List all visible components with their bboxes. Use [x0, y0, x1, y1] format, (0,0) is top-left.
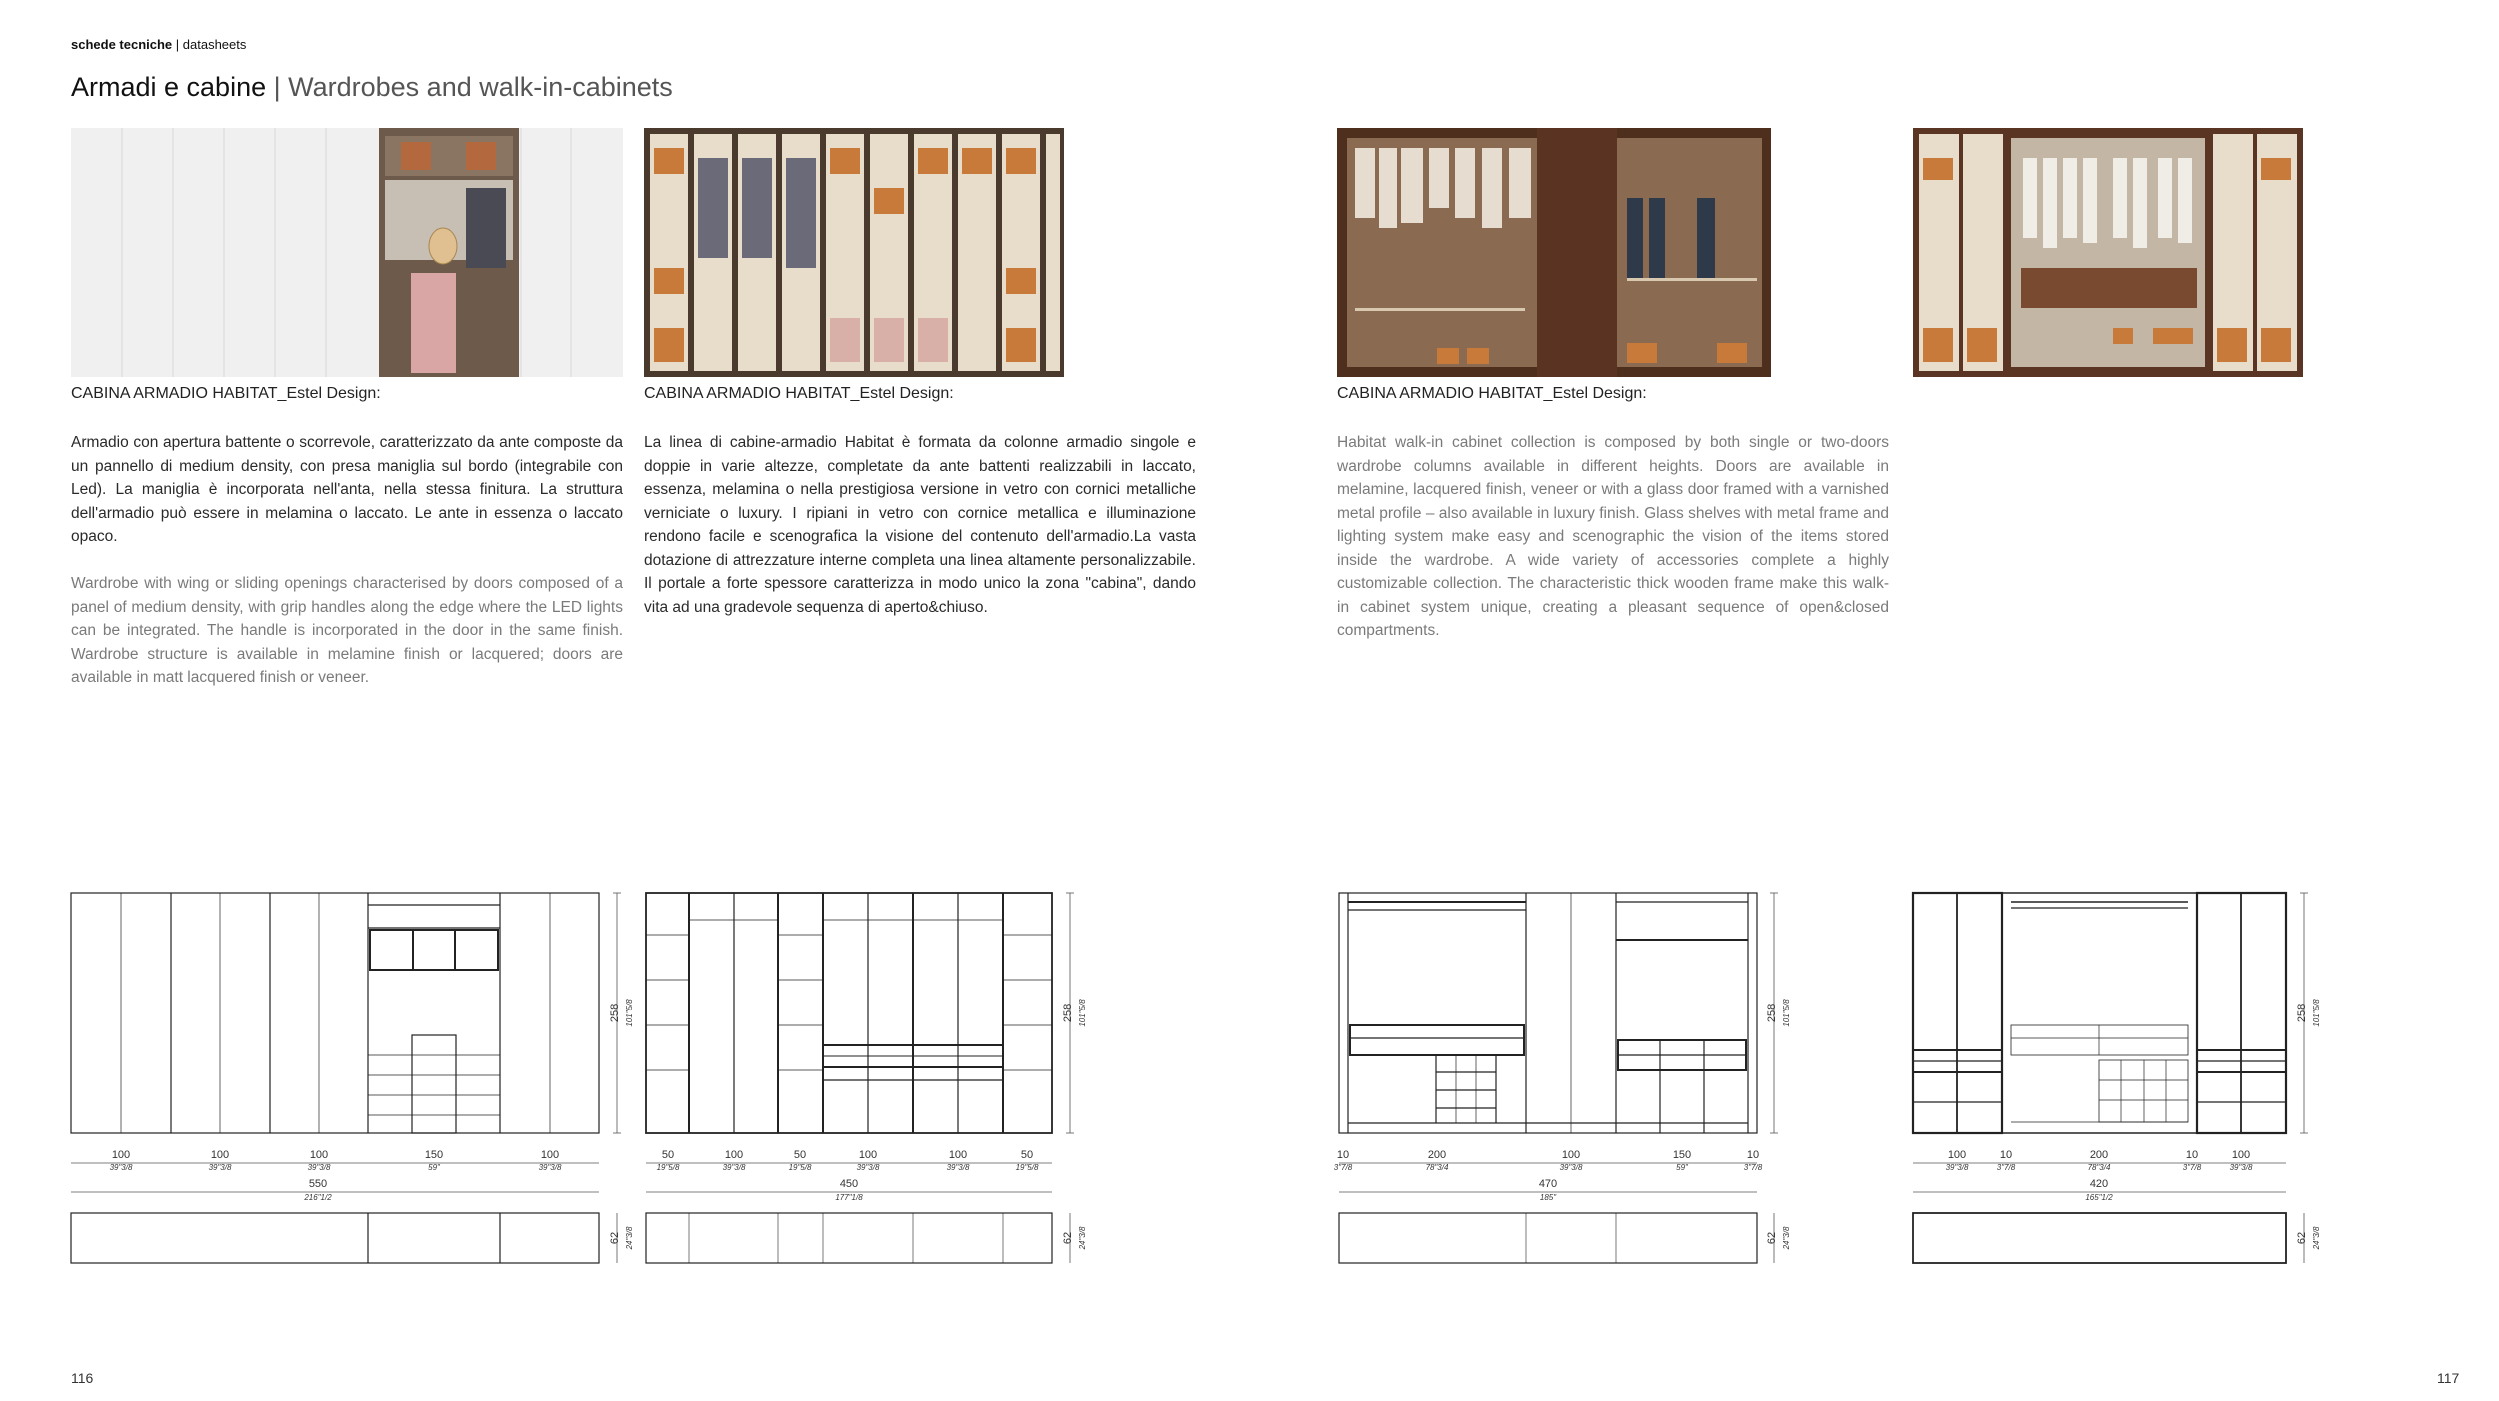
dim-3-height: 258	[1766, 1003, 1778, 1023]
dim-3-depth-in: 24"3/8	[1782, 1226, 1791, 1250]
dim-1-5-in: 39"3/8	[538, 1163, 562, 1172]
dim-1-depth: 62	[609, 1231, 621, 1245]
dim-3-4: 150	[1672, 1149, 1692, 1161]
dim-3-5: 10	[1746, 1149, 1760, 1161]
dim-3-2-in: 78"3/4	[1425, 1163, 1449, 1172]
dim-4-2-in: 3"7/8	[1996, 1163, 2016, 1172]
dim-2-depth: 62	[1062, 1231, 1074, 1245]
dim-2-3-in: 19"5/8	[788, 1163, 812, 1172]
dim-4-height: 258	[2296, 1003, 2308, 1023]
dim-3-3: 100	[1561, 1149, 1581, 1161]
photo-wardrobe-glass	[644, 128, 1064, 377]
section-label-it: schede tecniche	[71, 37, 173, 52]
dim-4-depth: 62	[2296, 1231, 2308, 1245]
dim-4-total-in: 165"1/2	[2085, 1193, 2113, 1202]
dim-2-6: 50	[1020, 1149, 1034, 1161]
caption-3: CABINA ARMADIO HABITAT_Estel Design:	[1337, 385, 1647, 402]
dim-3-total-in: 185"	[1539, 1193, 1557, 1202]
dim-4-1: 100	[1947, 1149, 1967, 1161]
dim-1-1-in: 39"3/8	[109, 1163, 133, 1172]
dim-3-depth: 62	[1766, 1231, 1778, 1245]
dim-3-5-in: 3"7/8	[1743, 1163, 1763, 1172]
dim-2-depth-in: 24"3/8	[1078, 1226, 1087, 1250]
section-separator: |	[172, 37, 183, 52]
dim-2-5: 100	[948, 1149, 968, 1161]
section-header	[71, 37, 246, 52]
dim-4-depth-in: 24"3/8	[2312, 1226, 2321, 1250]
dim-2-1-in: 19"5/8	[656, 1163, 680, 1172]
dim-3-total: 470	[1538, 1178, 1558, 1190]
photo-walkin-columns-image	[1913, 128, 2303, 377]
text-en-3: Habitat walk-in cabinet collection is composed by both single or two-doors wardrobe columns available in different heights. Doors are available in melamine, lacquered finish, veneer or with a glass door framed with a varnished metal profile – also available in luxury finish. Glass shelves with metal frame and lighting system make easy and scenographic the vision of the items stored inside the wardrobe. A wide variety of accessories complete a highly customizable collection. The characteristic thick wooden frame make this walk- in cabinet system unique, creating a pleasant sequence of open&closed compartments.	[1337, 434, 1889, 639]
dim-4-3: 200	[2089, 1149, 2109, 1161]
dim-2-6-in: 19"5/8	[1015, 1163, 1039, 1172]
dim-2-5-in: 39"3/8	[946, 1163, 970, 1172]
dim-1-4: 150	[424, 1149, 444, 1161]
dim-3-height-in: 101"5/8	[1782, 999, 1791, 1027]
dim-2-2: 100	[724, 1149, 744, 1161]
dim-2-2-in: 39"3/8	[722, 1163, 746, 1172]
dim-3-3-in: 39"3/8	[1559, 1163, 1583, 1172]
dim-3-4-in: 59"	[1676, 1163, 1688, 1172]
dim-1-total: 550	[308, 1178, 328, 1190]
dim-2-1: 50	[661, 1149, 675, 1161]
dim-4-4: 10	[2185, 1149, 2199, 1161]
dim-2-4-in: 39"3/8	[856, 1163, 880, 1172]
page-number-right: 117	[2437, 1370, 2460, 1386]
dim-1-3: 100	[309, 1149, 329, 1161]
dim-1-height-in: 101"5/8	[625, 999, 634, 1027]
dim-1-3-in: 39"3/8	[307, 1163, 331, 1172]
dim-1-depth-in: 24"3/8	[625, 1226, 634, 1250]
dim-3-2: 200	[1427, 1149, 1447, 1161]
dim-3-1-in: 3"7/8	[1333, 1163, 1353, 1172]
caption-2: CABINA ARMADIO HABITAT_Estel Design:	[644, 385, 954, 402]
dim-4-5-in: 39"3/8	[2229, 1163, 2253, 1172]
photo-walkin-columns	[1913, 128, 2303, 377]
dim-1-5: 100	[540, 1149, 560, 1161]
section-label-en: datasheets	[182, 37, 247, 52]
dim-4-total: 420	[2089, 1178, 2109, 1190]
dim-4-height-in: 101"5/8	[2312, 999, 2321, 1027]
title-en: Wardrobes and walk-in-cabinets	[288, 72, 673, 102]
dim-1-height: 258	[609, 1003, 621, 1023]
dim-1-2: 100	[210, 1149, 230, 1161]
dim-3-1: 10	[1336, 1149, 1350, 1161]
title-it: Armadi e cabine	[71, 72, 267, 102]
drawing-wardrobe-1	[60, 880, 660, 1280]
drawing-walkin-1	[1326, 880, 1806, 1280]
drawing-wardrobe-2	[633, 880, 1103, 1280]
text-it-2: La linea di cabine-armadio Habitat è formata da colonne armadio singole e doppie in varie altezze, completate da ante battenti realizzabili in laccato, essenza, melamina o nella prestigiosa versione in vetro con cornici metalliche verniciate o luxury. I ripiani in vetro con cornice metallica e illuminazione rendono facile e scenografica la visione del contenuto dell'armadio.La vasta dotazione di attrezzature interne completa una linea altamente personalizzabile. Il portale a forte spessore caratterizza in modo unico la zona "cabina", dando vita ad una gradevole sequenza di aperto&chiuso.	[644, 434, 1196, 616]
dim-1-4-in: 59"	[428, 1163, 440, 1172]
dim-4-2: 10	[1999, 1149, 2013, 1161]
dim-2-3: 50	[793, 1149, 807, 1161]
photo-walkin-wood-image	[1337, 128, 1771, 377]
text-it-1: Armadio con apertura battente o scorrevole, caratterizzato da ante composte da un pannello di medium density, con presa maniglia sul bordo (integrabile con Led). La maniglia è incorporata nell'anta, nella stessa finitura. La struttura dell'armadio può essere in melamina o laccato. Le ante in essenza o laccato opaco.	[71, 434, 623, 545]
text-en-1: Wardrobe with wing or sliding openings characterised by doors composed of a panel of medium density, with grip handles along the edge where the LED lights can be integrated. The handle is incorporated in the door in the same finish. Wardrobe structure is available in melamine finish or lacquered; doors are available in matt lacquered finish or veneer.	[71, 575, 623, 686]
dim-4-4-in: 3"7/8	[2182, 1163, 2202, 1172]
dim-2-total-in: 177"1/8	[835, 1193, 863, 1202]
dim-4-3-in: 78"3/4	[2087, 1163, 2111, 1172]
page-number-left: 116	[71, 1370, 94, 1386]
dim-4-1-in: 39"3/8	[1945, 1163, 1969, 1172]
drawing-walkin-2	[1900, 880, 2340, 1280]
dim-2-height: 258	[1062, 1003, 1074, 1023]
photo-walkin-wood	[1337, 128, 1771, 377]
dim-1-2-in: 39"3/8	[208, 1163, 232, 1172]
dim-4-5: 100	[2231, 1149, 2251, 1161]
page-title	[71, 72, 673, 103]
photo-wardrobe-glass-image	[644, 128, 1064, 377]
photo-wardrobe-white	[71, 128, 623, 377]
dim-2-total: 450	[839, 1178, 859, 1190]
photo-wardrobe-white-image	[71, 128, 623, 377]
dim-1-1: 100	[111, 1149, 131, 1161]
dim-2-4: 100	[858, 1149, 878, 1161]
title-separator: |	[266, 72, 289, 102]
caption-1: CABINA ARMADIO HABITAT_Estel Design:	[71, 385, 381, 402]
dim-2-height-in: 101"5/8	[1078, 999, 1087, 1027]
dim-1-total-in: 216"1/2	[304, 1193, 332, 1202]
